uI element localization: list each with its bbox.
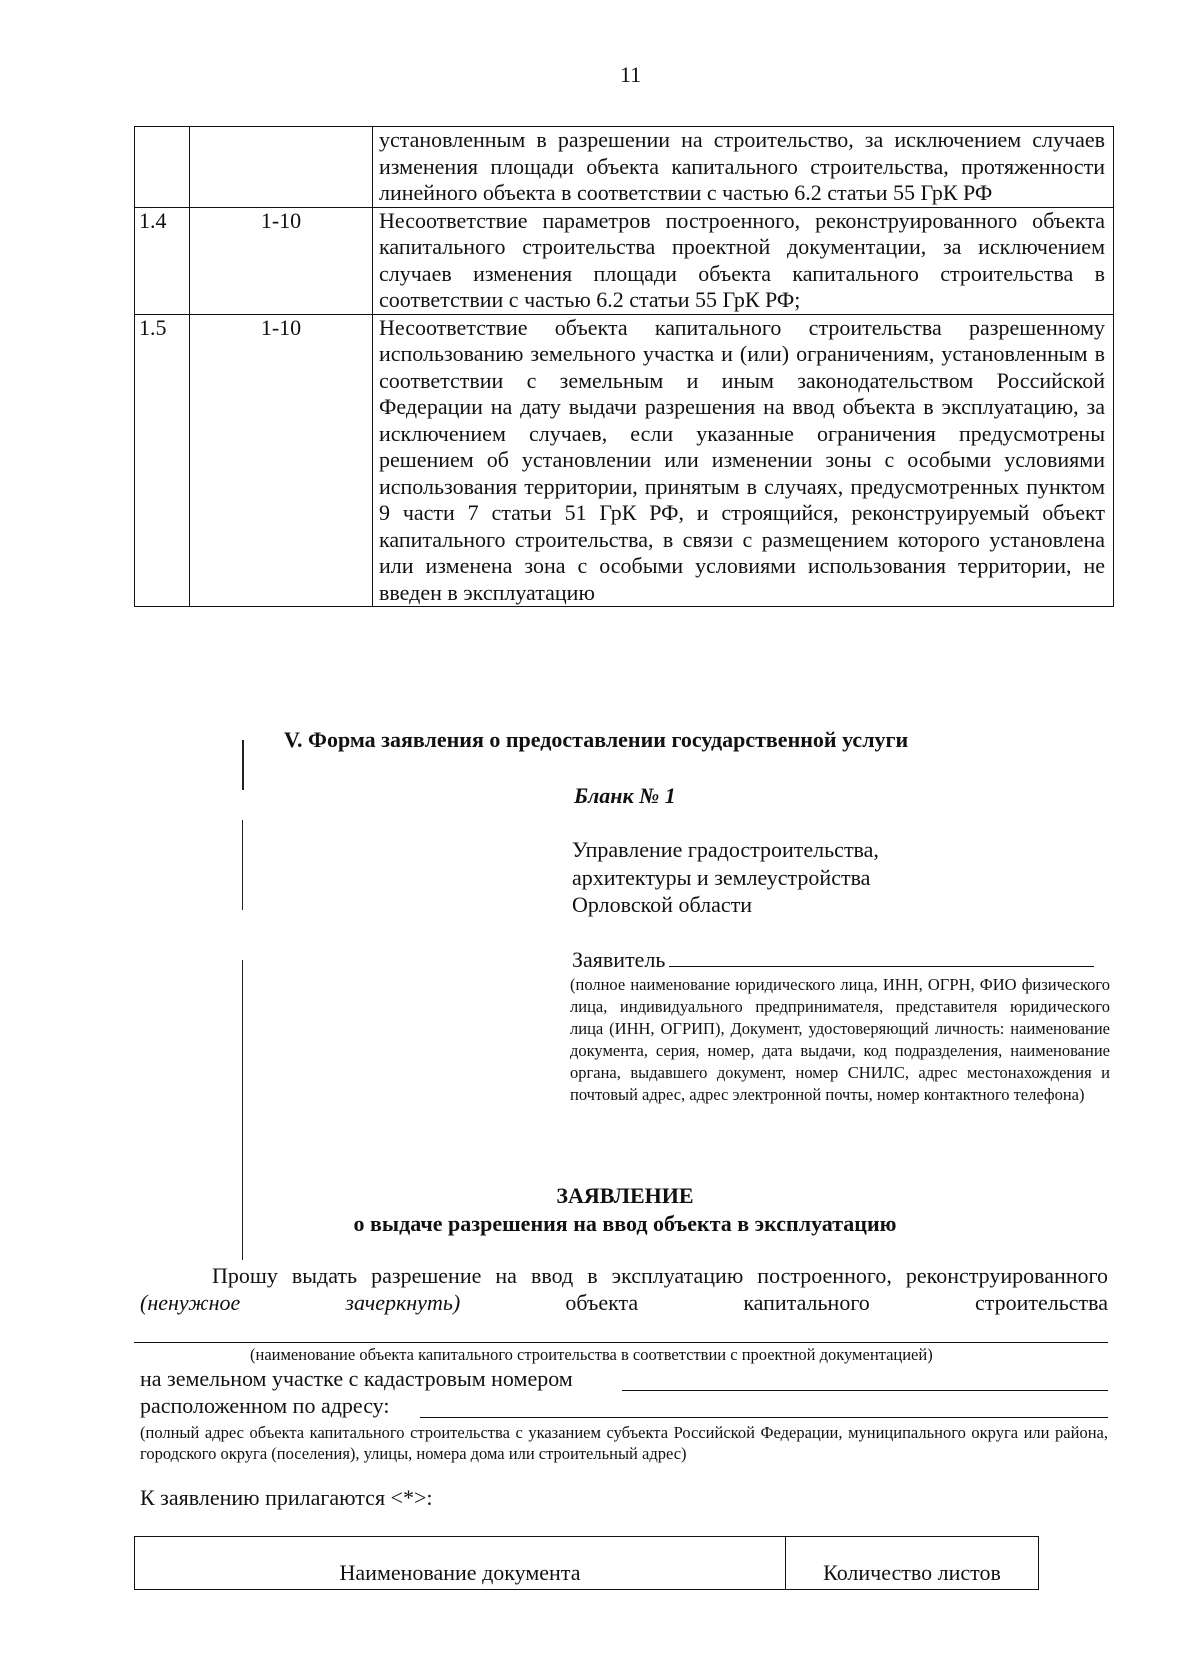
request-italic-note: (ненужное зачеркнуть)	[140, 1290, 461, 1315]
table-row	[135, 127, 1114, 208]
request-text-end: объекта капитального строительства	[460, 1290, 1108, 1315]
applicant-hint: (полное наименование юридического лица, ИНН, ОГРН, ФИО физического лица, индивидуального предпринимателя, представителя юридического лица (ИНН, ОГРИП), Документ, удостоверяющий личность: наименование документа, серия, номер, дата выдачи, код подразделения, наименование органа, выдавшего документ, номер СНИЛС, адрес местонахождения и почтовый адрес, адрес электронной почты, номер контактного телефона)	[570, 975, 1110, 1104]
page-number: 11	[620, 62, 642, 87]
address-hint: (полный адрес объекта капитального строительства с указанием субъекта Российской Федерации, муниципального округа или района, городского округа (поселения), улицы, номера дома или строительный адрес)	[140, 1423, 1108, 1463]
margin-mark	[242, 820, 243, 910]
plot-label: на земельном участке с кадастровым номером	[140, 1366, 573, 1391]
row-number: 1.5	[135, 314, 190, 607]
org-line: Управление градостроительства,	[572, 837, 879, 862]
row-text: Несоответствие объекта капитального строительства разрешенному использованию земельного участка и (или) ограничениям, установленным в соответствии с земельным и иным законодательством Российской Федерации на дату выдачи разрешения на ввод объекта в эксплуатацию, за исключением случаев, если указанные ограничения предусмотрены решением об установлении или изменении зоны с особыми условиями использования территории, принятым в случаях, предусмотренных пунктом 9 части 7 статьи 51 ГрК РФ, и строящийся, реконструируемый объект капитального строительства, в связи с размещением которого установлена или изменена зона с особыми условиями использования территории, не введен в эксплуатацию	[373, 314, 1114, 607]
section-title: V. Форма заявления о предоставлении государственной услуги	[284, 727, 909, 752]
row-text: установленным в разрешении на строительство, за исключением случаев изменения площади объекта капитального строительства, протяженности линейного объекта в соответствии с частью 6.2 статьи 55 ГрК РФ	[373, 127, 1114, 208]
criteria-table	[134, 126, 1114, 607]
address-line[interactable]	[420, 1417, 1108, 1418]
attachments-table	[134, 1536, 1039, 1590]
row-number	[135, 127, 190, 208]
statement-subtitle: о выдаче разрешения на ввод объекта в эксплуатацию	[353, 1211, 897, 1236]
cadastral-number-line[interactable]	[622, 1390, 1108, 1391]
recipient-organization	[572, 836, 879, 919]
row-range: 1-10	[190, 207, 373, 314]
table-row	[135, 314, 1114, 607]
row-range	[190, 127, 373, 208]
table-row	[135, 207, 1114, 314]
col-document-name: Наименование документа	[135, 1537, 786, 1590]
row-range: 1-10	[190, 314, 373, 607]
request-paragraph	[140, 1262, 1108, 1316]
col-page-count: Количество листов	[786, 1537, 1039, 1590]
applicant-label: Заявитель	[572, 947, 666, 972]
request-text: Прошу выдать разрешение на ввод в эксплуатацию построенного, реконструированного	[212, 1263, 1108, 1288]
address-label: расположенном по адресу:	[140, 1393, 390, 1418]
object-name-hint: (наименование объекта капитального строительства в соответствии с проектной документацией)	[250, 1345, 933, 1364]
row-text: Несоответствие параметров построенного, реконструированного объекта капитального строительства проектной документации, за исключением случаев изменения площади объекта капитального строительства в соответствии с частью 6.2 статьи 55 ГрК РФ;	[373, 207, 1114, 314]
object-name-line[interactable]	[134, 1342, 1108, 1343]
margin-mark	[242, 740, 244, 790]
row-number: 1.4	[135, 207, 190, 314]
org-line: Орловской области	[572, 892, 752, 917]
statement-title: ЗАЯВЛЕНИЕ	[556, 1183, 694, 1208]
applicant-input-line[interactable]	[669, 946, 1094, 967]
org-line: архитектуры и землеустройства	[572, 864, 871, 890]
attachments-label: К заявлению прилагаются <*>:	[140, 1485, 433, 1510]
applicant-field	[572, 946, 1094, 973]
blank-label: Бланк № 1	[574, 783, 676, 808]
table-header-row	[135, 1537, 1039, 1590]
